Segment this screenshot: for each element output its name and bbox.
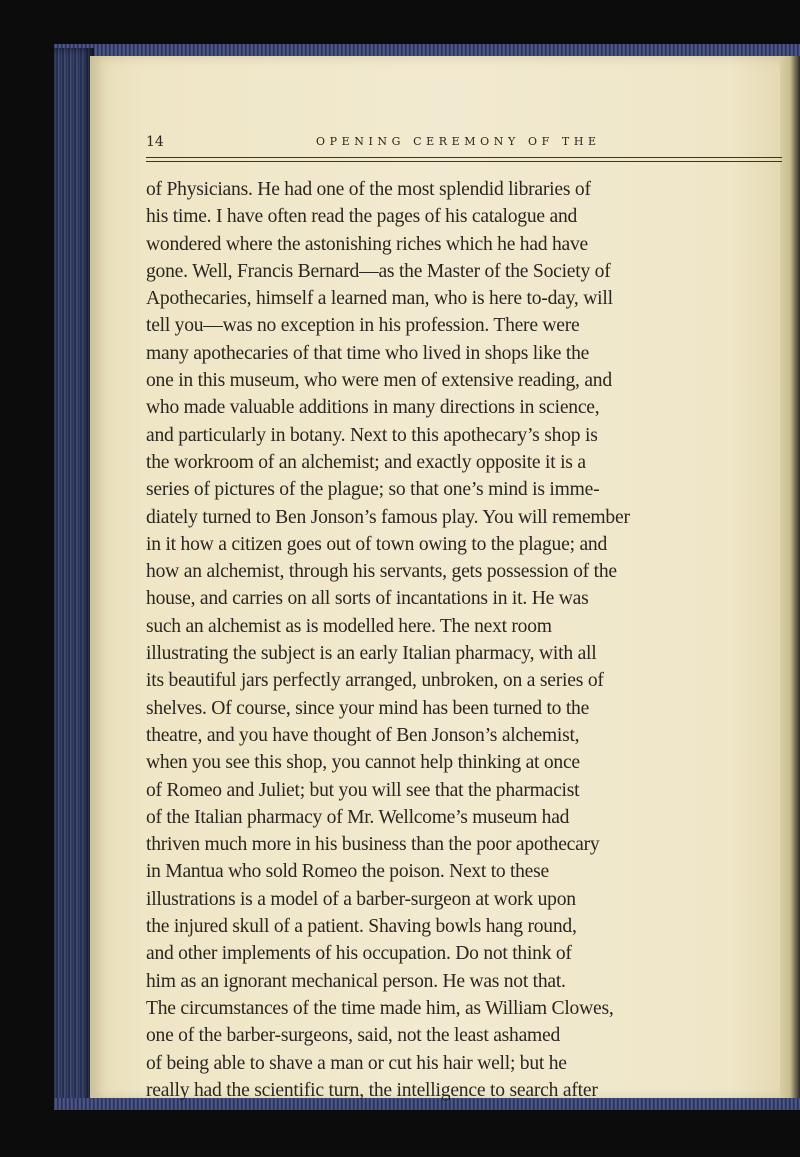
text-line: thriven much more in his business than the poor apothecary [146,834,600,856]
page-header [146,134,782,158]
text-line: wondered where the astonishing riches which he had have [146,233,588,255]
text-line: of being able to shave a man or cut his hair well; but he [146,1052,567,1074]
text-line: Apothecaries, himself a learned man, who is here to-day, will [146,288,613,310]
body-text [146,176,796,1104]
text-line: when you see this shop, you cannot help thinking at once [146,752,580,774]
text-line: him as an ignorant mechanical person. He was not that. [146,970,566,992]
page-number: 14 [146,134,164,150]
text-line: illustrations is a model of a barber-surgeon at work upon [146,888,576,910]
book-spine-binding [54,48,94,1108]
text-line: his time. I have often read the pages of his catalogue and [146,206,578,228]
text-line: really had the scientific turn, the intelligence to search after [146,1079,598,1101]
text-line: series of pictures of the plague; so that one’s mind is imme- [146,479,600,501]
running-head: OPENING CEREMONY OF THE [316,135,601,148]
text-line: one in this museum, who were men of extensive reading, and [146,370,612,392]
text-line: of Romeo and Juliet; but you will see that the pharmacist [146,779,580,801]
text-line: many apothecaries of that time who lived in shops like the [146,342,590,364]
text-line: one of the barber-surgeons, said, not the least ashamed [146,1025,561,1047]
text-line: illustrating the subject is an early Italian pharmacy, with all [146,643,597,665]
text-line: tell you—was no exception in his profession. There were [146,315,580,337]
text-line: diately turned to Ben Jonson’s famous play. You will remember [146,506,630,528]
text-line: of the Italian pharmacy of Mr. Wellcome’s museum had [146,806,570,828]
text-line: its beautiful jars perfectly arranged, unbroken, on a series of [146,670,604,692]
text-line: how an alchemist, through his servants, gets possession of the [146,561,617,583]
text-line: and other implements of his occupation. Do not think of [146,943,572,965]
text-line: shelves. Of course, since your mind has been turned to the [146,697,590,719]
text-line: the injured skull of a patient. Shaving bowls hang round, [146,916,577,938]
text-line: such an alchemist as is modelled here. The next room [146,615,552,637]
text-line: the workroom of an alchemist; and exactly opposite it is a [146,451,586,473]
text-line: house, and carries on all sorts of incantations in it. He was [146,588,589,610]
text-line: The circumstances of the time made him, as William Clowes, [146,997,614,1019]
header-rule-upper [146,157,782,158]
text-line: in Mantua who sold Romeo the poison. Next to these [146,861,549,883]
text-line: theatre, and you have thought of Ben Jonson’s alchemist, [146,724,580,746]
text-line: of Physicians. He had one of the most splendid libraries of [146,179,591,200]
text-line: in it how a citizen goes out of town owing to the plague; and [146,533,608,555]
book-cover-top-edge [54,44,800,56]
text-line: gone. Well, Francis Bernard—as the Master of the Society of [146,260,611,282]
text-line: and particularly in botany. Next to this apothecary’s shop is [146,424,598,446]
header-rule-lower [146,161,782,162]
text-line: who made valuable additions in many directions in science, [146,397,600,419]
